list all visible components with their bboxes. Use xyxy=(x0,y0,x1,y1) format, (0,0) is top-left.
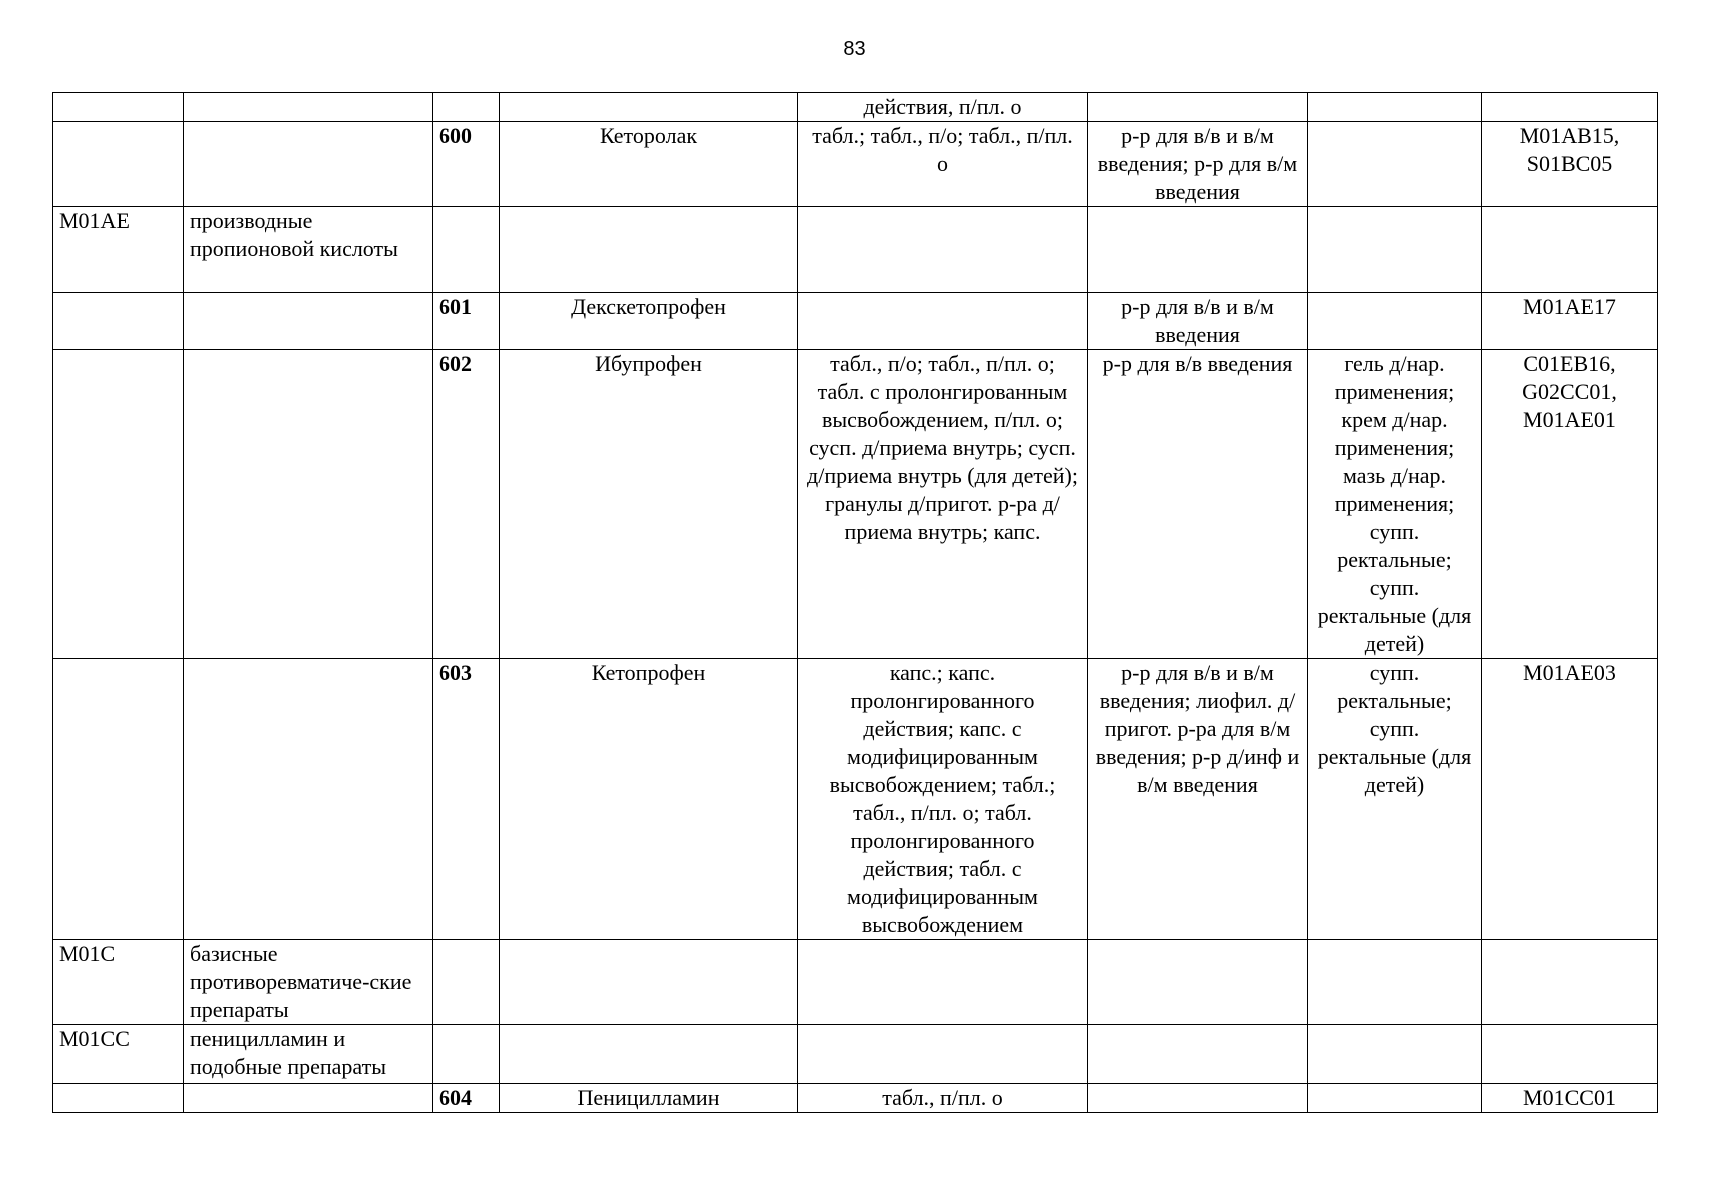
drug-name-cell: Декскетопрофен xyxy=(500,293,798,350)
row-number-cell xyxy=(433,93,500,122)
oral-forms-cell: табл.; табл., п/о; табл., п/пл. о xyxy=(798,122,1088,207)
atc-codes-cell xyxy=(1482,940,1658,1025)
drug-name-cell: Пеницилламин xyxy=(500,1084,798,1113)
other-forms-cell xyxy=(1308,1084,1482,1113)
row-number-cell: 602 xyxy=(433,350,500,659)
row-number-cell: 603 xyxy=(433,659,500,940)
atc-code-cell xyxy=(53,1084,184,1113)
injection-forms-cell: р-р для в/в и в/м введения xyxy=(1088,293,1308,350)
group-name-cell xyxy=(184,1084,433,1113)
row-number-cell: 601 xyxy=(433,293,500,350)
atc-code-cell xyxy=(53,350,184,659)
row-number-cell xyxy=(433,207,500,293)
group-name-cell xyxy=(184,293,433,350)
table-row xyxy=(53,207,1658,293)
group-name-cell xyxy=(184,350,433,659)
oral-forms-cell: капс.; капс. пролонгированного действия; капс. с модифицированным высвобождением; табл.; табл., п/пл. о; табл. пролонгированного действия; табл. с модифицированным высвобождением xyxy=(798,659,1088,940)
injection-forms-cell: р-р для в/в введения xyxy=(1088,350,1308,659)
oral-forms-cell: табл., п/о; табл., п/пл. о; табл. с пролонгированным высвобождением, п/пл. о; сусп. д/приема внутрь; сусп. д/приема внутрь (для детей); гранулы д/пригот. р-ра д/приема внутрь; капс. xyxy=(798,350,1088,659)
table-row xyxy=(53,1025,1658,1084)
atc-code-cell xyxy=(53,122,184,207)
injection-forms-cell xyxy=(1088,207,1308,293)
other-forms-cell xyxy=(1308,1025,1482,1084)
page-number: 83 xyxy=(843,38,866,60)
group-name-cell: производные пропионовой кислоты xyxy=(184,207,433,293)
table-row xyxy=(53,122,1658,207)
atc-code-cell xyxy=(53,659,184,940)
oral-forms-cell xyxy=(798,293,1088,350)
drug-table xyxy=(52,92,1658,1113)
atc-codes-cell: M01AB15, S01BC05 xyxy=(1482,122,1658,207)
drug-name-cell: Кетопрофен xyxy=(500,659,798,940)
table-row xyxy=(53,93,1658,122)
atc-code-cell: M01CC xyxy=(53,1025,184,1084)
atc-codes-cell xyxy=(1482,1025,1658,1084)
oral-forms-cell: табл., п/пл. о xyxy=(798,1084,1088,1113)
table-row xyxy=(53,1084,1658,1113)
group-name-cell xyxy=(184,122,433,207)
atc-codes-cell: M01AE17 xyxy=(1482,293,1658,350)
atc-codes-cell: M01AE03 xyxy=(1482,659,1658,940)
drug-name-cell: Кеторолак xyxy=(500,122,798,207)
other-forms-cell xyxy=(1308,93,1482,122)
injection-forms-cell xyxy=(1088,940,1308,1025)
group-name-cell xyxy=(184,659,433,940)
row-number-cell xyxy=(433,1025,500,1084)
table-row xyxy=(53,940,1658,1025)
atc-codes-cell xyxy=(1482,93,1658,122)
drug-name-cell xyxy=(500,207,798,293)
group-name-cell: базисные противоревматиче-ские препараты xyxy=(184,940,433,1025)
atc-codes-cell xyxy=(1482,207,1658,293)
row-number-cell xyxy=(433,940,500,1025)
table-row xyxy=(53,659,1658,940)
row-number-cell: 604 xyxy=(433,1084,500,1113)
atc-code-cell xyxy=(53,293,184,350)
atc-codes-cell: C01EB16, G02CC01, M01AE01 xyxy=(1482,350,1658,659)
drug-name-cell xyxy=(500,93,798,122)
injection-forms-cell xyxy=(1088,1084,1308,1113)
other-forms-cell xyxy=(1308,940,1482,1025)
injection-forms-cell xyxy=(1088,1025,1308,1084)
oral-forms-cell: действия, п/пл. о xyxy=(798,93,1088,122)
drug-name-cell xyxy=(500,1025,798,1084)
table-row xyxy=(53,293,1658,350)
injection-forms-cell: р-р для в/в и в/м введения; лиофил. д/пригот. р-ра для в/м введения; р-р д/инф и в/м введения xyxy=(1088,659,1308,940)
oral-forms-cell xyxy=(798,940,1088,1025)
drug-name-cell: Ибупрофен xyxy=(500,350,798,659)
row-number-cell: 600 xyxy=(433,122,500,207)
injection-forms-cell: р-р для в/в и в/м введения; р-р для в/м введения xyxy=(1088,122,1308,207)
atc-code-cell xyxy=(53,93,184,122)
group-name-cell: пеницилламин и подобные препараты xyxy=(184,1025,433,1084)
injection-forms-cell xyxy=(1088,93,1308,122)
atc-code-cell: M01AE xyxy=(53,207,184,293)
other-forms-cell xyxy=(1308,293,1482,350)
table-row xyxy=(53,350,1658,659)
oral-forms-cell xyxy=(798,207,1088,293)
other-forms-cell: гель д/нар. применения; крем д/нар. применения; мазь д/нар. применения; супп. ректальные; супп. ректальные (для детей) xyxy=(1308,350,1482,659)
other-forms-cell xyxy=(1308,207,1482,293)
oral-forms-cell xyxy=(798,1025,1088,1084)
group-name-cell xyxy=(184,93,433,122)
drug-name-cell xyxy=(500,940,798,1025)
other-forms-cell xyxy=(1308,122,1482,207)
other-forms-cell: супп. ректальные; супп. ректальные (для детей) xyxy=(1308,659,1482,940)
atc-code-cell: M01C xyxy=(53,940,184,1025)
atc-codes-cell: M01CC01 xyxy=(1482,1084,1658,1113)
